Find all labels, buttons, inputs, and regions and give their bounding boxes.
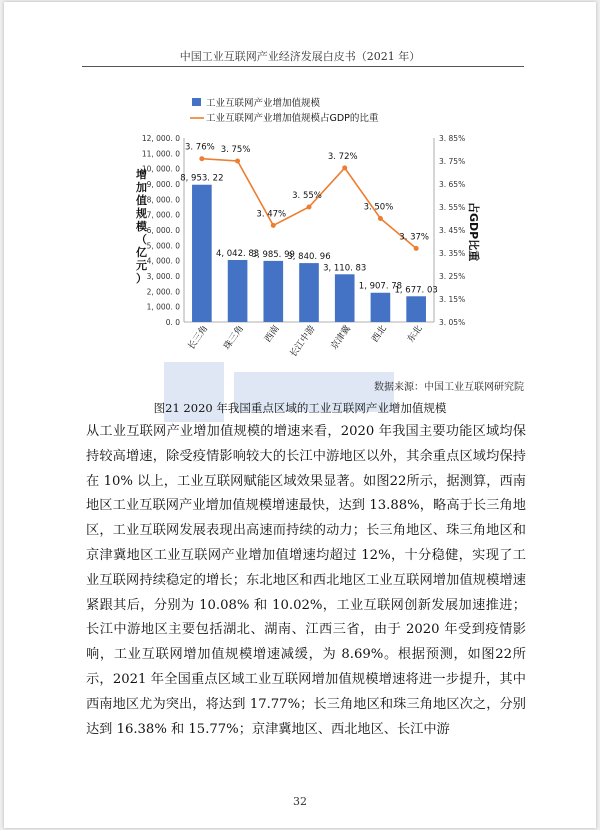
category-label: 西南 (263, 323, 282, 345)
bar (192, 185, 212, 322)
y-tick-label-right: 3. 65% (439, 180, 466, 189)
bar (263, 261, 283, 322)
line-point (342, 165, 347, 170)
bar-value-label: 1, 677. 03 (394, 285, 438, 296)
line-point (414, 246, 419, 251)
bar-value-label: 1, 907. 78 (358, 281, 403, 292)
region-value-chart (124, 94, 484, 374)
chart-source: 数据来源：中国工业互联网研究院 (374, 382, 524, 393)
line-point (271, 223, 276, 228)
line-value-label: 3. 50% (363, 202, 394, 213)
category-label: 长三角 (186, 323, 211, 352)
bar-value-label: 3, 985. 99 (251, 249, 295, 260)
line-point (199, 156, 204, 161)
bar (335, 274, 355, 322)
y-tick-label-right: 3. 45% (439, 226, 466, 235)
running-header: 中国工业互联网产业经济发展白皮书（2021 年） (179, 50, 421, 63)
line-value-label: 3. 47% (256, 209, 287, 220)
y-tick-label-left: 9, 000. 0 (146, 180, 180, 189)
bar (371, 293, 391, 322)
line-value-label: 3. 72% (327, 151, 358, 162)
line-value-label: 3. 76% (184, 142, 215, 153)
y-tick-label-left: 8, 000. 0 (146, 195, 180, 205)
bar-value-label: 8, 953. 22 (180, 173, 224, 184)
category-label: 京津冀 (329, 323, 354, 352)
bar (299, 263, 319, 322)
legend-label-line: 工业互联网产业增加值规模占GDP的比重 (206, 113, 379, 124)
document-page (4, 2, 596, 828)
legend-swatch-bar (192, 98, 201, 106)
line-point (378, 216, 383, 221)
y-axis-title-char: ） (136, 272, 147, 285)
line-point (307, 205, 312, 210)
y-tick-label-left: 3, 000. 0 (146, 272, 180, 281)
body-paragraph: 从工业互联网产业增加值规模的增速来看，2020 年我国主要功能区域均保持较高增速，除受疫情影响较大的长江中游地区以外，其余重点区域均保持在 10% 以上，工业互联网赋能区域效果显著。如图22所示，据测算，西南地区工业互联网产业增加值规模增速最快，达到 13.88%，略高于长三角地区，工业互联网发展表现出高速而持续的动力；长三角地区、珠三角地区和京津冀地区工业互联网产业增加值增速均超过 12%，十分稳健，实现了工业互联网持续稳定的增长；东北地区和西北地区工业互联网增加值规模增速紧跟其后，分别为 10.08% 和 10.02%，工业互联网创新发展加速推进；长江中游地区主要包括湖北、湖南、江西三省，由于 2020 年受到疫情影响，工业互联网增加值规模增速减缓，为 8.69%。根据预测，如图22所示，2021 年全国重点区域工业互联网增加值规模增速将进一步提升，其中西南地区尤为突出，将达到 17.77%；长三角地区和珠三角地区次之，分别达到 16.38% 和 15.77%；京津冀地区、西北地区、长江中游 (86, 424, 526, 737)
line-value-label: 3. 37% (399, 232, 430, 243)
y-tick-label-right: 3. 15% (439, 295, 466, 304)
bar (406, 296, 426, 322)
y-axis-title-char: 元 (136, 259, 147, 272)
y-tick-label-left: 2, 000. 0 (146, 287, 180, 297)
y-axis-title-char: 增 (136, 168, 147, 181)
y-axis-title-char: （ (136, 233, 147, 246)
legend-label-bar: 工业互联网产业增加值规模 (206, 98, 321, 109)
y-axis-title-right: 占GDP比重 (467, 202, 480, 262)
y-tick-label-left: 10, 000. 0 (141, 164, 180, 174)
y-tick-label-left: 6, 000. 0 (146, 226, 180, 235)
y-tick-label-right: 3. 25% (439, 272, 466, 281)
category-label: 珠三角 (222, 323, 247, 352)
line-value-label: 3. 55% (292, 191, 322, 201)
category-label: 东北 (406, 323, 425, 345)
y-axis-title-char: 规 (136, 207, 147, 220)
line-value-label: 3. 75% (220, 145, 251, 155)
header-rule (82, 66, 524, 67)
y-tick-label-left: 7, 000. 0 (146, 210, 180, 220)
y-axis-title-char: 值 (136, 194, 147, 207)
chart-container (124, 94, 484, 378)
y-tick-label-right: 3. 55% (439, 203, 466, 212)
y-tick-label-right: 3. 05% (439, 318, 466, 327)
y-tick-label-left: 11, 000. 0 (141, 149, 180, 159)
line-point (235, 159, 240, 164)
y-axis-title-char: 亿 (136, 246, 147, 259)
y-axis-title-left (135, 167, 148, 285)
y-tick-label-left: 4, 000. 0 (146, 256, 180, 266)
y-tick-label-right: 3. 35% (439, 249, 466, 258)
bar-value-label: 4, 042. 83 (215, 249, 260, 260)
bar (228, 260, 248, 322)
category-label: 长江中游 (288, 323, 318, 360)
y-axis-title-char: 模 (136, 220, 147, 233)
y-tick-label-left: 0. 0 (165, 318, 180, 327)
y-axis-title-char: 加 (136, 181, 147, 194)
bar-value-label: 3, 110. 83 (323, 263, 367, 274)
figure-caption: 图21 2020 年我国重点区域的工业互联网产业增加值规模 (153, 401, 447, 415)
y-tick-label-left: 12, 000. 0 (141, 134, 180, 143)
y-tick-label-left: 5, 000. 0 (146, 241, 180, 251)
bar-value-label: 3, 840. 96 (287, 252, 331, 263)
y-tick-label-right: 3. 75% (439, 157, 466, 166)
page-number: 32 (293, 795, 307, 808)
category-label: 西北 (370, 323, 389, 345)
y-tick-label-left: 1, 000. 0 (146, 302, 180, 312)
y-tick-label-right: 3. 85% (439, 134, 466, 143)
